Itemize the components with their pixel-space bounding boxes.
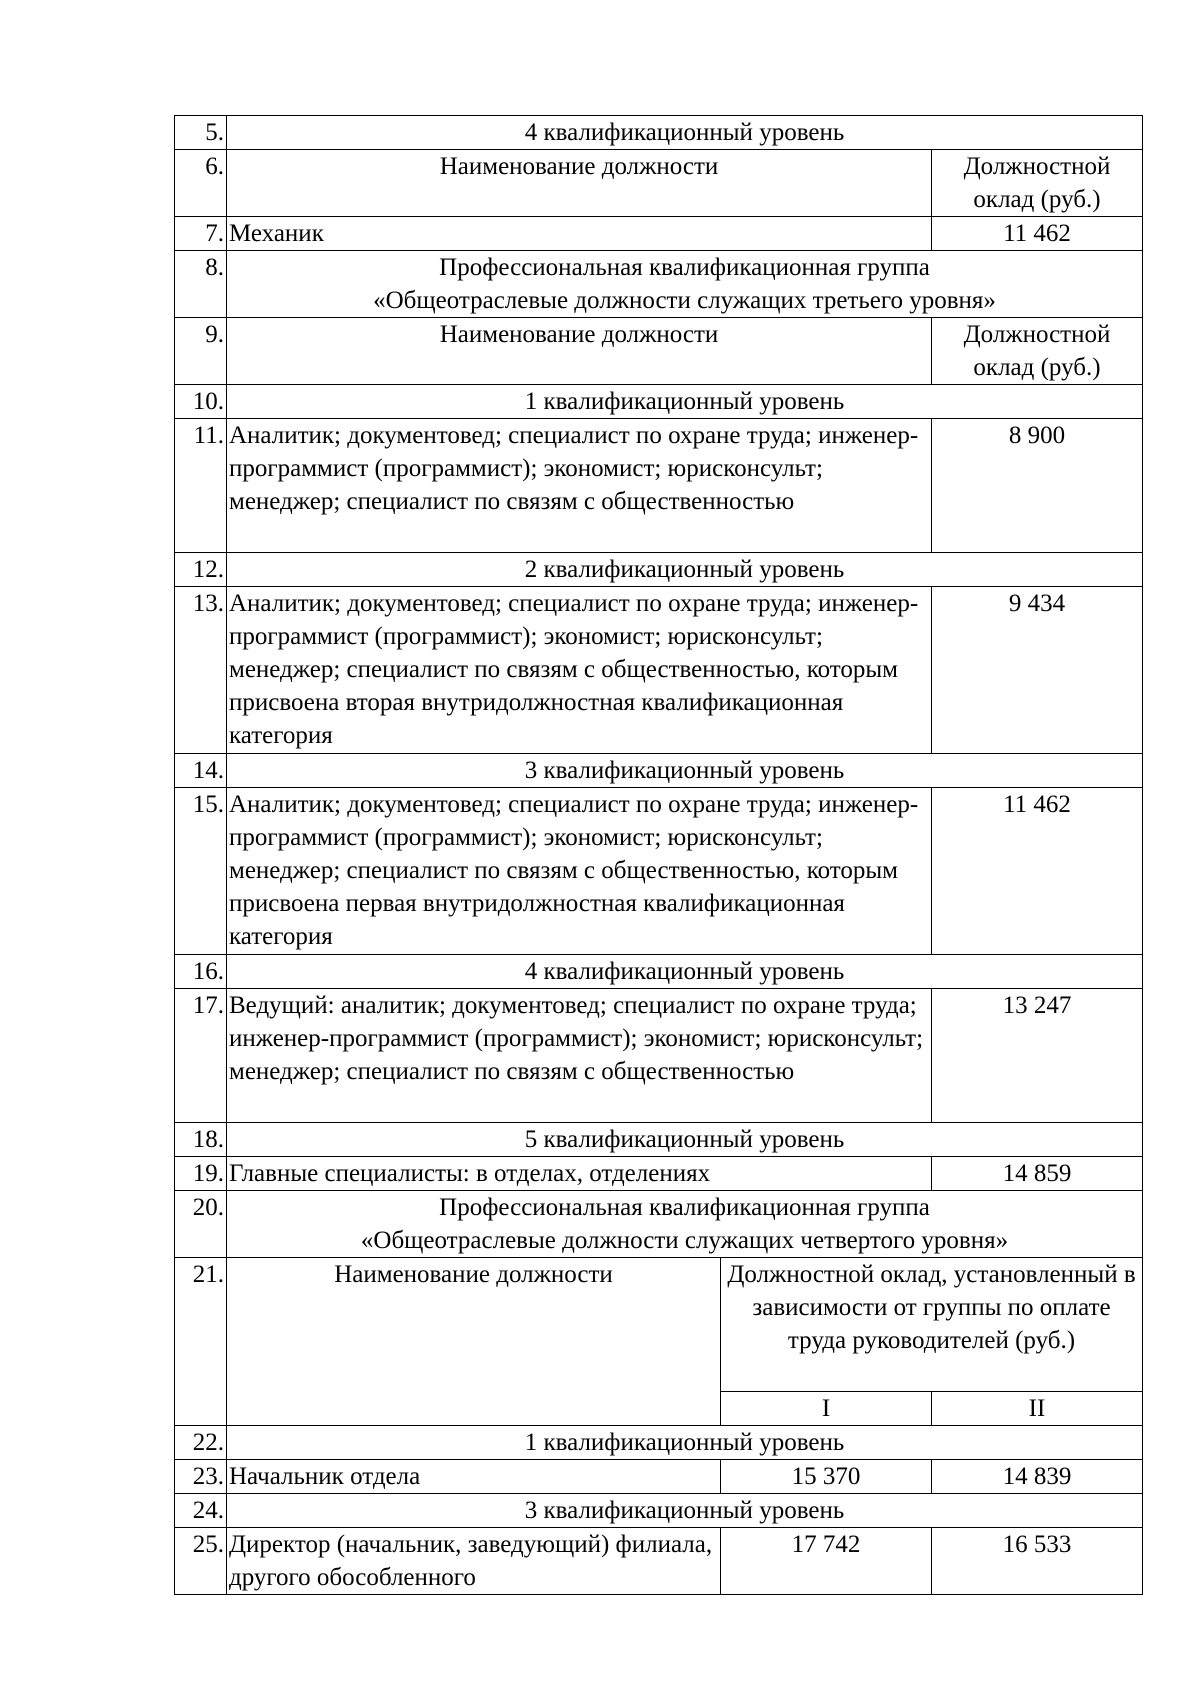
table-row: [175, 116, 1143, 150]
salary-value: 14 859: [932, 1157, 1143, 1191]
group-column-2: II: [932, 1392, 1143, 1426]
position-name-header: Наименование должности: [227, 150, 932, 217]
table-row: [175, 587, 1143, 754]
row-number: 11.: [175, 419, 227, 553]
group-subtitle: «Общеотраслевые должности служащих третьего уровня»: [373, 287, 996, 314]
group-header: [227, 1191, 1143, 1258]
row-number: 19.: [175, 1157, 227, 1191]
row-number: 17.: [175, 989, 227, 1123]
table-row: [175, 1494, 1143, 1528]
row-number: 7.: [175, 217, 227, 251]
salary-value: 11 462: [932, 217, 1143, 251]
row-number: 9.: [175, 318, 227, 385]
salary-value: 9 434: [932, 587, 1143, 754]
level-header: 2 квалификационный уровень: [227, 553, 1143, 587]
group-subtitle: «Общеотраслевые должности служащих четвертого уровня»: [360, 1227, 1009, 1254]
salary-value-group-1: 15 370: [721, 1460, 932, 1494]
row-number: 14.: [175, 754, 227, 788]
table-row: [175, 989, 1143, 1123]
row-number: 13.: [175, 587, 227, 754]
row-number: 6.: [175, 150, 227, 217]
table-row: [175, 318, 1143, 385]
row-number: 24.: [175, 1494, 227, 1528]
position-name: Директор (начальник, заведующий) филиала, другого обособленного: [227, 1528, 721, 1595]
row-number: 5.: [175, 116, 227, 150]
row-number: 8.: [175, 251, 227, 318]
table-row: [175, 754, 1143, 788]
salary-header: Должностной оклад, установленный в зависимости от группы по оплате труда руководителей (руб.): [721, 1258, 1143, 1392]
row-number: 20.: [175, 1191, 227, 1258]
position-name-header: Наименование должности: [227, 318, 932, 385]
position-name: Начальник отдела: [227, 1460, 721, 1494]
table-row: [175, 1123, 1143, 1157]
row-number: 12.: [175, 553, 227, 587]
position-name: Аналитик; документовед; специалист по охране труда; инженер-программист (программист); экономист; юрисконсульт; менеджер; специалист по связям с общественностью: [227, 419, 932, 553]
table-row: [175, 955, 1143, 989]
row-number: 16.: [175, 955, 227, 989]
table-row: [175, 150, 1143, 217]
salary-value-group-2: 16 533: [932, 1528, 1143, 1595]
level-header: 5 квалификационный уровень: [227, 1123, 1143, 1157]
level-header: 4 квалификационный уровень: [227, 116, 1143, 150]
level-header: 4 квалификационный уровень: [227, 955, 1143, 989]
table-row: [175, 217, 1143, 251]
position-name: Ведущий: аналитик; документовед; специалист по охране труда; инженер-программист (программист); экономист; юрисконсульт; менеджер; специалист по связям с общественностью: [227, 989, 932, 1123]
level-header: 1 квалификационный уровень: [227, 1426, 1143, 1460]
row-number: 22.: [175, 1426, 227, 1460]
position-name: Главные специалисты: в отделах, отделениях: [227, 1157, 932, 1191]
level-header: 3 квалификационный уровень: [227, 1494, 1143, 1528]
table-row: [175, 788, 1143, 955]
table-row: [175, 1191, 1143, 1258]
salary-value: 13 247: [932, 989, 1143, 1123]
salary-value: 11 462: [932, 788, 1143, 955]
row-number: 23.: [175, 1460, 227, 1494]
position-name: Аналитик; документовед; специалист по охране труда; инженер-программист (программист); экономист; юрисконсульт; менеджер; специалист по связям с общественностью, которым присвоена вторая внутридолжностная квалификационная категория: [227, 587, 932, 754]
salary-header: Должностной оклад (руб.): [932, 150, 1143, 217]
level-header: 3 квалификационный уровень: [227, 754, 1143, 788]
group-title: Профессиональная квалификационная группа: [439, 254, 930, 281]
table-row: [175, 1426, 1143, 1460]
row-number: 25.: [175, 1528, 227, 1595]
level-header: 1 квалификационный уровень: [227, 385, 1143, 419]
table-row: [175, 1460, 1143, 1494]
table-row: [175, 1258, 1143, 1392]
table-row: [175, 385, 1143, 419]
salary-table: [174, 115, 1143, 1595]
table-row: [175, 553, 1143, 587]
table-row: [175, 1528, 1143, 1595]
row-number: 10.: [175, 385, 227, 419]
salary-header: Должностной оклад (руб.): [932, 318, 1143, 385]
salary-value-group-1: 17 742: [721, 1528, 932, 1595]
row-number: 18.: [175, 1123, 227, 1157]
group-title: Профессиональная квалификационная группа: [439, 1194, 930, 1221]
table-row: [175, 419, 1143, 553]
position-name: Аналитик; документовед; специалист по охране труда; инженер-программист (программист); экономист; юрисконсульт; менеджер; специалист по связям с общественностью, которым присвоена первая внутридолжностная квалификационная категория: [227, 788, 932, 955]
position-name-header: Наименование должности: [227, 1258, 721, 1426]
position-name: Механик: [227, 217, 932, 251]
row-number: 15.: [175, 788, 227, 955]
salary-value: 8 900: [932, 419, 1143, 553]
group-header: [227, 251, 1143, 318]
group-column-1: I: [721, 1392, 932, 1426]
table-row: [175, 251, 1143, 318]
table-row: [175, 1157, 1143, 1191]
salary-value-group-2: 14 839: [932, 1460, 1143, 1494]
row-number: 21.: [175, 1258, 227, 1426]
